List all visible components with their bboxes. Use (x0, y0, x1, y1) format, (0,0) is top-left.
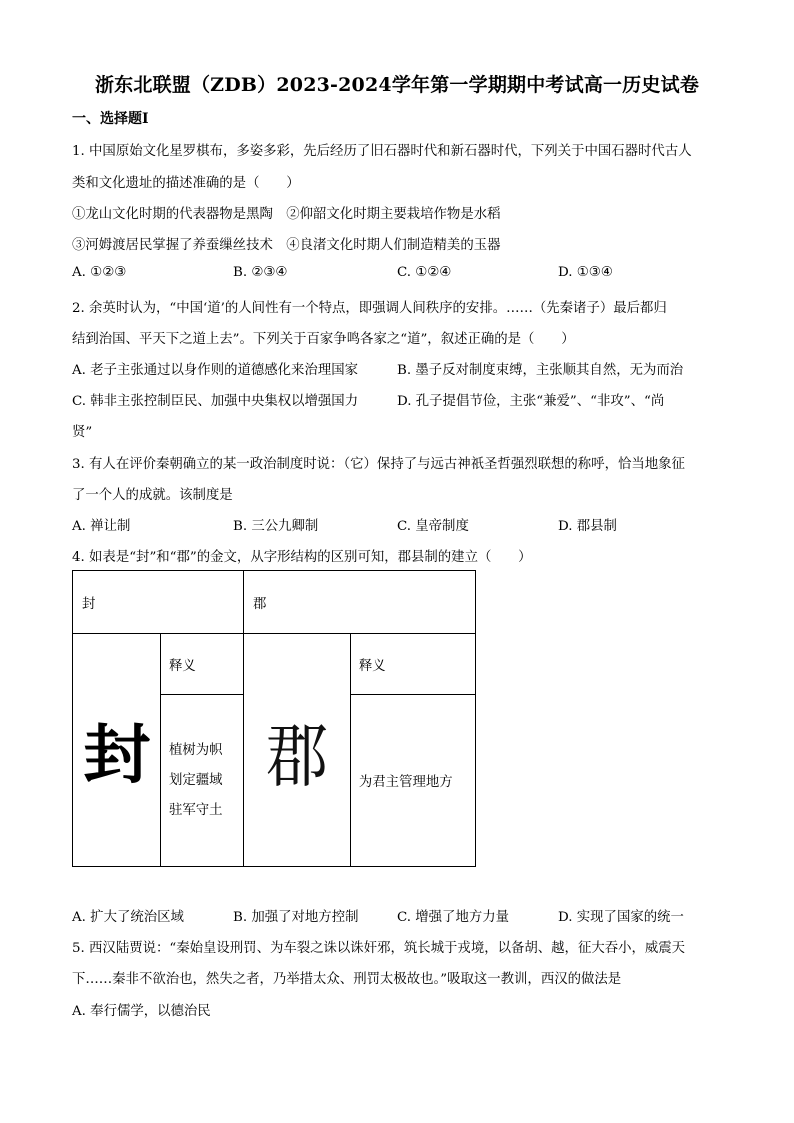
q1-option-d[interactable]: D. ①③④ (558, 265, 613, 280)
q2-stem-line1: 2. 余英时认为，“中国‘道’的人间性有一个特点，即强调人间秩序的安排。……（先秦诸子）最后都归 (72, 301, 667, 316)
feng-meaning-line: 植树为帜 (169, 742, 223, 758)
jun-meaning-cell: 为君主管理地方 (350, 695, 475, 867)
q1-statement-1-2: ①龙山文化时期的代表器物是黑陶 ②仰韶文化时期主要栽培作物是水稻 (72, 207, 501, 222)
q3-option-b[interactable]: B. 三公九卿制 (233, 519, 319, 534)
q3-stem-line1: 3. 有人在评价秦朝确立的某一政治制度时说：（它）保持了与远古神祇圣哲强烈联想的称呼，恰当地象征 (72, 457, 685, 472)
table-header-jun: 郡 (244, 571, 476, 634)
q4-stem: 4. 如表是“封”和“郡”的金文，从字形结构的区别可知，郡县制的建立（ ） (72, 550, 532, 565)
q5-option-a[interactable]: A. 奉行儒学，以德治民 (72, 1004, 211, 1019)
jun-shiyi-label: 释义 (350, 634, 475, 695)
q4-option-b[interactable]: B. 加强了对地方控制 (233, 910, 359, 925)
table-header-feng: 封 (73, 571, 244, 634)
section-heading: 一、选择题Ⅰ (72, 111, 149, 127)
q1-option-a[interactable]: A. ①②③ (72, 265, 127, 280)
q2-option-c[interactable]: C. 韩非主张控制臣民、加强中央集权以增强国力 (72, 394, 359, 409)
jun-jinwen-glyph: 郡 (265, 714, 328, 797)
feng-glyph-cell (73, 634, 161, 867)
feng-shiyi-label: 释义 (161, 634, 244, 695)
feng-meaning-cell (161, 695, 244, 867)
q5-stem-line1: 5. 西汉陆贾说：“秦始皇设刑罚、为车裂之诛以诛奸邪，筑长城于戎境，以备胡、越，征大吞小，威震天 (72, 941, 686, 956)
q3-option-c[interactable]: C. 皇帝制度 (397, 519, 469, 534)
q4-option-d[interactable]: D. 实现了国家的统一 (558, 910, 684, 925)
q4-option-c[interactable]: C. 增强了地方力量 (397, 910, 510, 925)
q5-stem-line2: 下……秦非不欲治也，然失之者，乃举措太众、刑罚太极故也。”吸取这一教训，西汉的做法是 (72, 972, 622, 987)
q4-option-a[interactable]: A. 扩大了统治区域 (72, 910, 184, 925)
q3-stem-line2: 了一个人的成就。该制度是 (72, 488, 233, 503)
feng-jinwen-glyph: 封 (82, 718, 151, 793)
q2-option-a[interactable]: A. 老子主张通过以身作则的道德感化来治理国家 (72, 363, 358, 378)
feng-meaning-line: 驻军守土 (169, 802, 223, 818)
q1-option-c[interactable]: C. ①②④ (397, 265, 452, 280)
q1-stem-line1: 1. 中国原始文化星罗棋布，多姿多彩，先后经历了旧石器时代和新石器时代，下列关于中国石器时代古人 (72, 144, 692, 159)
q1-option-b[interactable]: B. ②③④ (233, 265, 288, 280)
q3-option-a[interactable]: A. 禅让制 (72, 519, 131, 534)
q2-option-d[interactable]: D. 孔子提倡节俭，主张“兼爱”、“非攻”、“尚 (397, 394, 665, 409)
feng-meaning-line: 划定疆域 (169, 772, 223, 788)
jinwen-table (72, 570, 476, 867)
q2-option-d-continued: 贤” (72, 425, 93, 440)
q3-option-d[interactable]: D. 郡县制 (558, 519, 617, 534)
jun-glyph-cell (244, 634, 351, 867)
page-title: 浙东北联盟（ZDB）2023-2024学年第一学期期中考试高一历史试卷 (94, 74, 700, 96)
q1-stem-line2: 类和文化遗址的描述准确的是（ ） (72, 176, 300, 191)
q2-stem-line2: 结到治国、平天下之道上去”。下列关于百家争鸣各家之“道”，叙述正确的是（ ） (72, 332, 575, 347)
q1-statement-3-4: ③河姆渡居民掌握了养蚕缫丝技术 ④良渚文化时期人们制造精美的玉器 (72, 238, 501, 253)
q2-option-b[interactable]: B. 墨子反对制度束缚，主张顺其自然，无为而治 (397, 363, 684, 378)
